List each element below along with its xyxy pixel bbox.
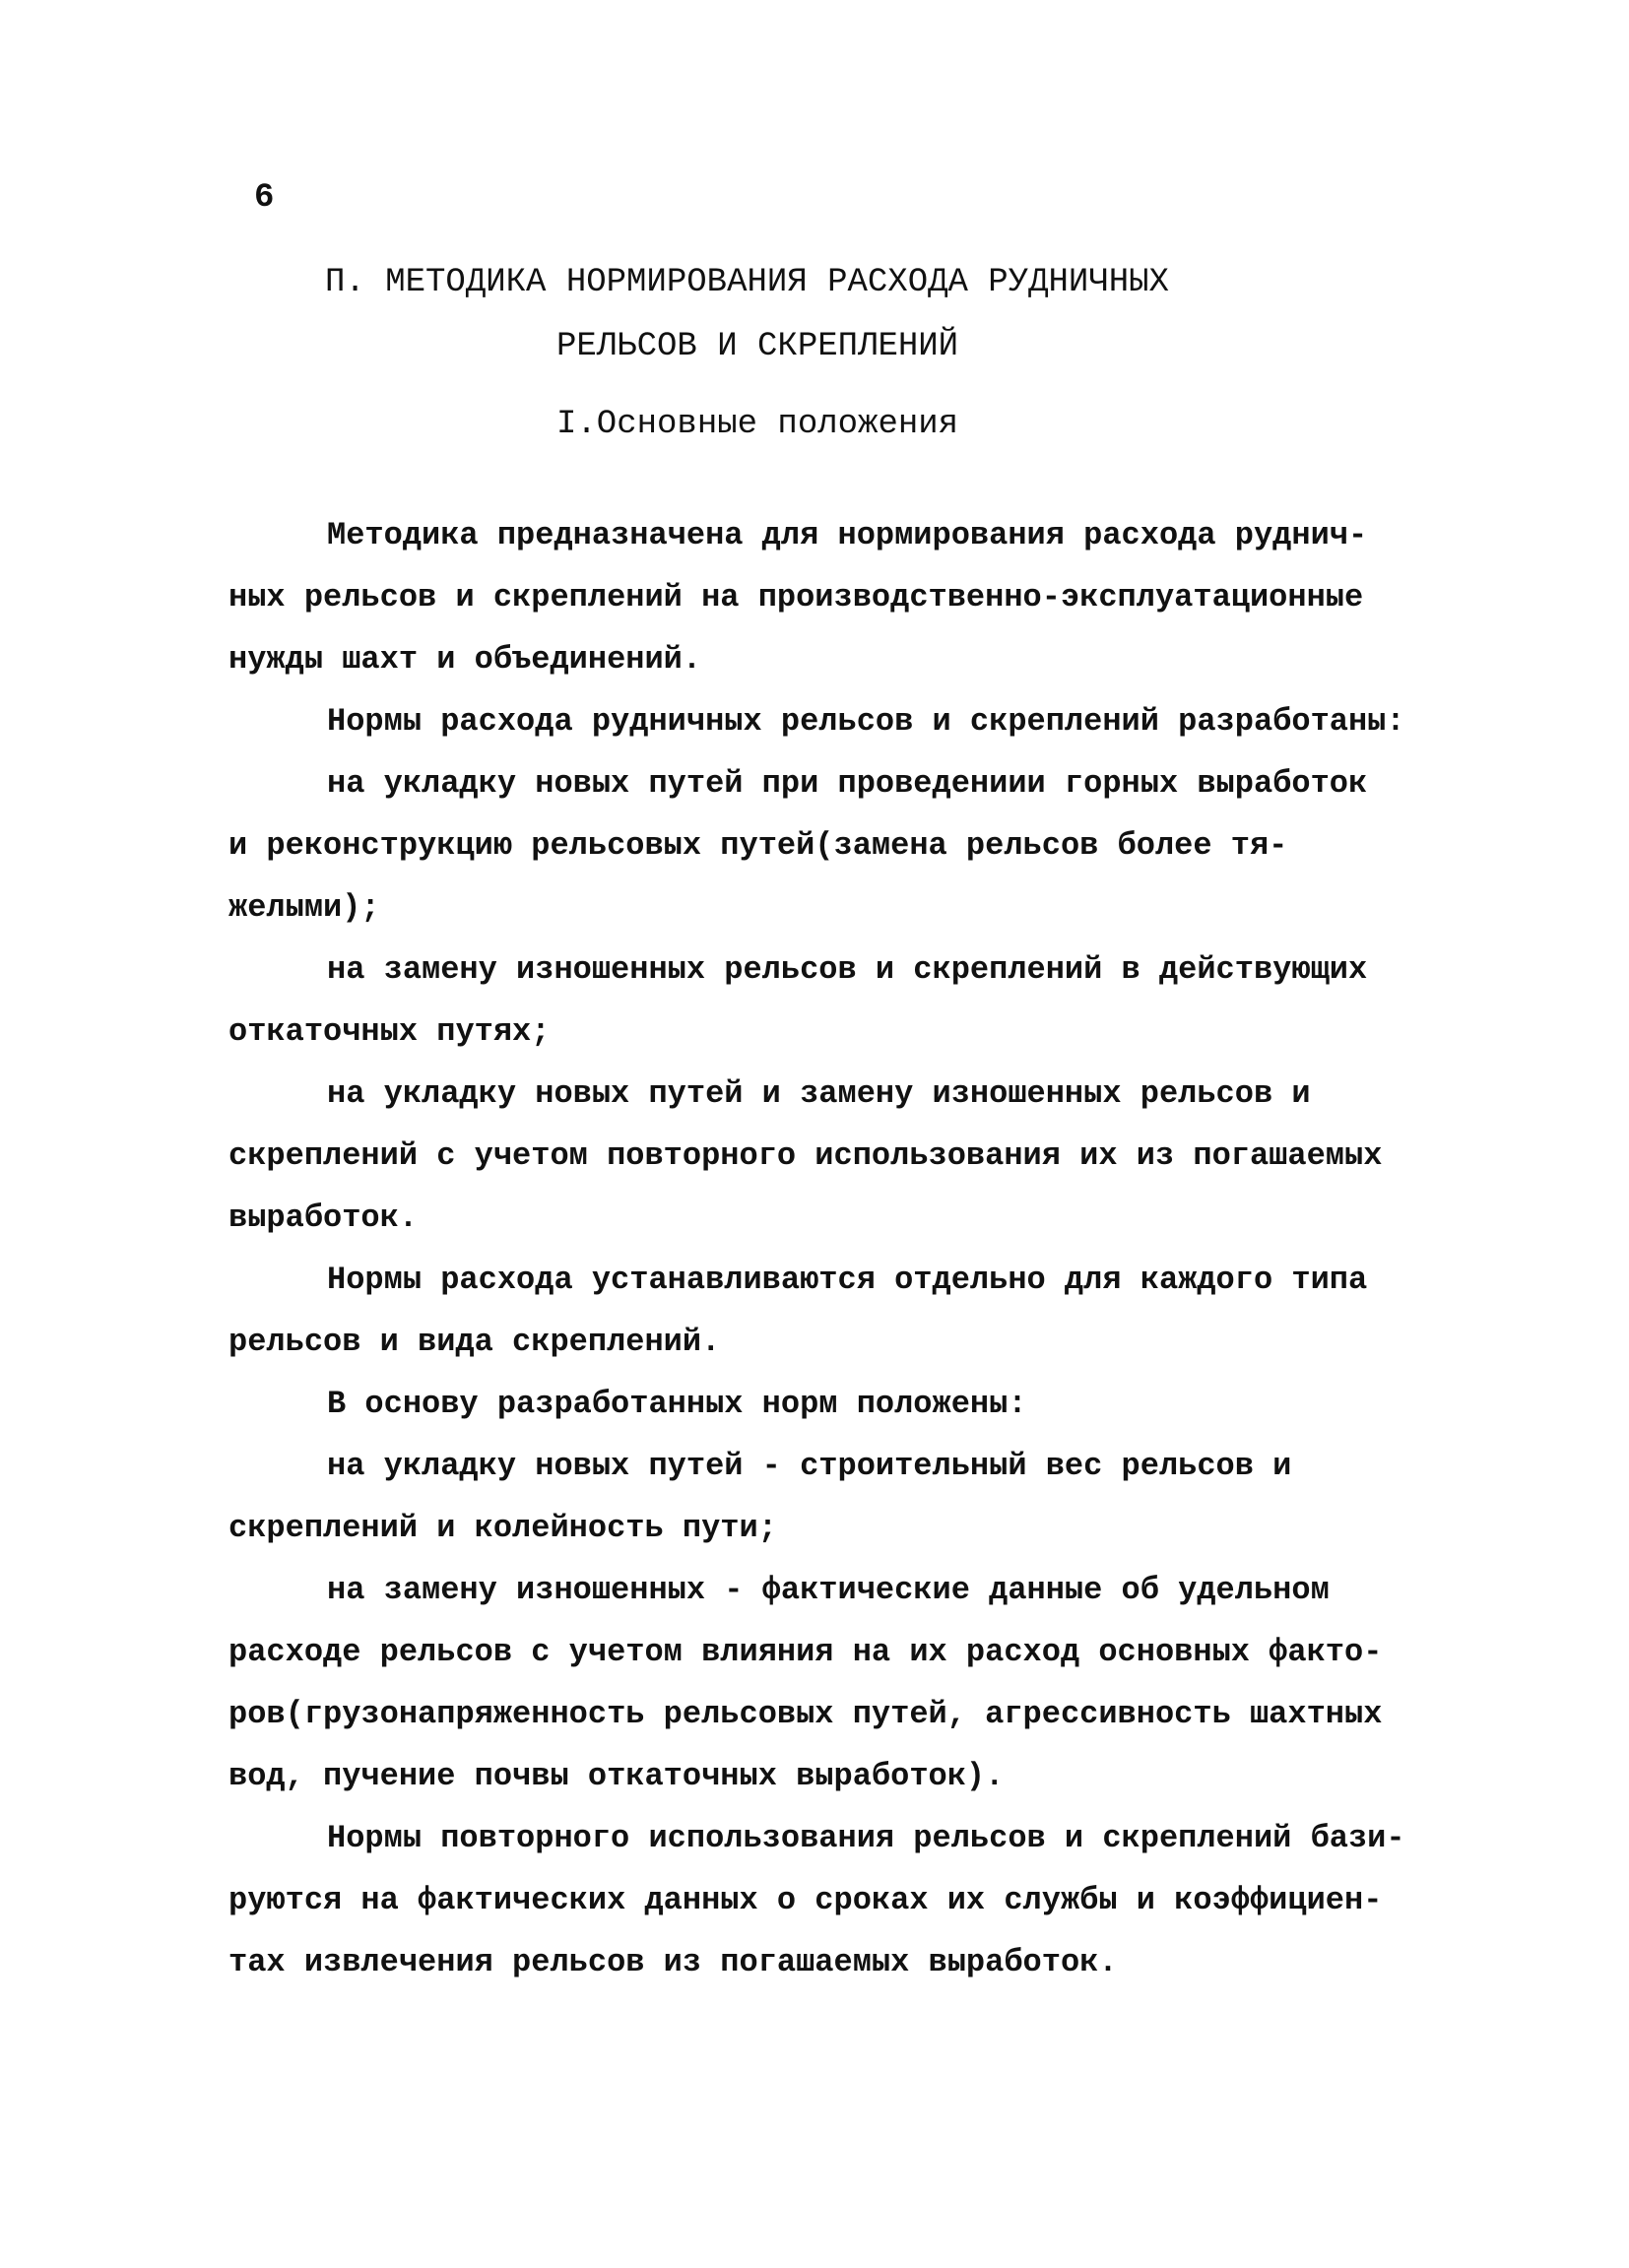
page-number: 6 xyxy=(254,179,275,217)
text-line: ных рельсов и скреплений на производственно-эксплуатационные xyxy=(228,579,1364,616)
text-line: руются на фактических данных о сроках их службы и коэффициен- xyxy=(228,1882,1383,1918)
text-line: вод, пучение почвы откаточных выработок). xyxy=(228,1758,1005,1794)
text-line: и реконструкцию рельсовых путей(замена рельсов более тя- xyxy=(228,827,1288,864)
text-line: Нормы расхода устанавливаются отдельно для каждого типа xyxy=(327,1262,1368,1298)
text-line: расходе рельсов с учетом влияния на их расход основных факто- xyxy=(228,1634,1383,1670)
text-line: на укладку новых путей при проведениии горных выработок xyxy=(327,765,1368,802)
text-line: скреплений с учетом повторного использования их из погашаемых xyxy=(228,1137,1383,1174)
body-text xyxy=(228,504,1410,1993)
text-line: Нормы расхода рудничных рельсов и скреплений разработаны: xyxy=(327,703,1405,740)
chapter-title-line-1: П. МЕТОДИКА НОРМИРОВАНИЯ РАСХОДА РУДНИЧНЫХ xyxy=(325,264,1169,301)
text-line: на замену изношенных - фактические данные об удельном xyxy=(327,1572,1330,1608)
text-line: нужды шахт и объединений. xyxy=(228,641,702,678)
text-line: Нормы повторного использования рельсов и скреплений бази- xyxy=(327,1820,1405,1856)
chapter-title-line-2: РЕЛЬСОВ И СКРЕПЛЕНИЙ xyxy=(556,328,959,365)
text-line: Методика предназначена для нормирования расхода руднич- xyxy=(327,517,1368,553)
text-line: на укладку новых путей - строительный вес рельсов и xyxy=(327,1448,1292,1484)
text-line: желыми); xyxy=(228,889,380,926)
text-line: тах извлечения рельсов из погашаемых выработок. xyxy=(228,1944,1118,1980)
text-line: выработок. xyxy=(228,1199,419,1236)
text-line: откаточных путях; xyxy=(228,1013,551,1050)
text-line: скреплений и колейность пути; xyxy=(228,1510,777,1546)
text-line: ров(грузонапряженность рельсовых путей, агрессивность шахтных xyxy=(228,1696,1383,1732)
text-line: на укладку новых путей и замену изношенных рельсов и xyxy=(327,1075,1311,1112)
section-heading: I.Основные положения xyxy=(556,406,959,443)
text-line: рельсов и вида скреплений. xyxy=(228,1324,721,1360)
text-line: В основу разработанных норм положены: xyxy=(327,1386,1027,1422)
text-line: на замену изношенных рельсов и скреплений в действующих xyxy=(327,951,1368,988)
